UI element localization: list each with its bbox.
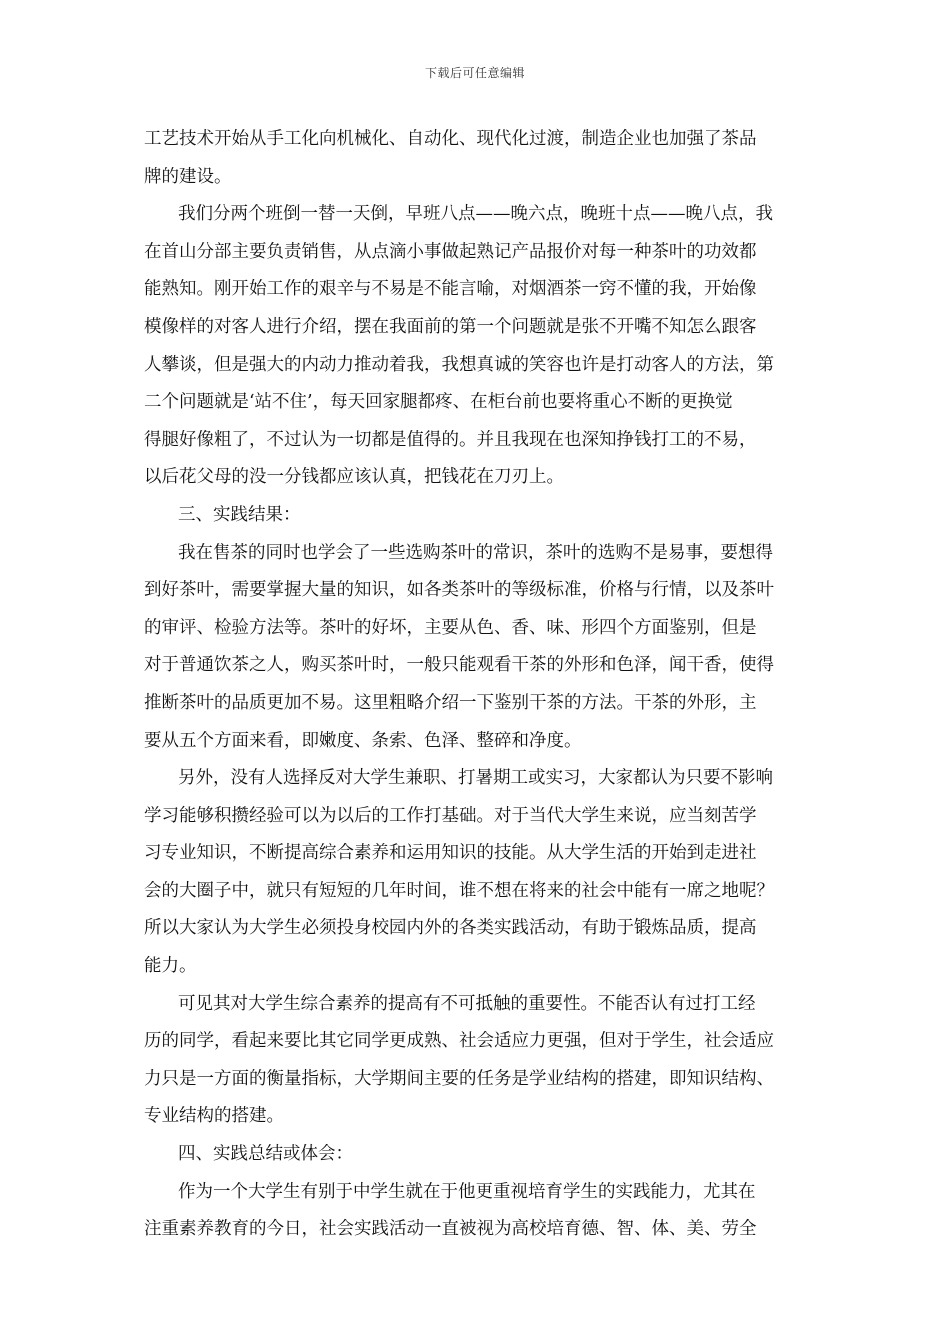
text-line: 三、实践结果： [178,504,301,525]
text-line: 对于普通饮茶之人，购买茶叶时，一般只能观看干茶的外形和色泽，闻干香，使得 [144,655,774,676]
text-line: 在首山分部主要负责销售，从点滴小事做起熟记产品报价对每一种茶叶的功效都 [144,241,757,262]
text-line: 另外，没有人选择反对大学生兼职、打暑期工或实习，大家都认为只要不影响 [178,768,773,789]
text-line: 我们分两个班倒一替一天倒，早班八点——晚六点，晚班十点——晚八点，我 [178,204,773,225]
text-line: 所以大家认为大学生必须投身校园内外的各类实践活动，有助于锻炼品质，提高 [144,918,757,939]
text-line: 习专业知识，不断提高综合素养和运用知识的技能。从大学生活的开始到走进社 [144,843,757,864]
text-line: 力只是一方面的衡量指标，大学期间主要的任务是学业结构的搭建，即知识结构、 [144,1068,774,1089]
text-line: 模像样的对客人进行介绍，摆在我面前的第一个问题就是张不开嘴不知怎么跟客 [144,316,757,337]
text-line: 能熟知。刚开始工作的艰辛与不易是不能言喻，对烟酒茶一窍不懂的我，开始像 [144,279,757,300]
text-line: 牌的建设。 [144,166,232,187]
text-line: 的审评、检验方法等。茶叶的好坏，主要从色、香、味、形四个方面鉴别，但是 [144,617,757,638]
text-line: 历的同学，看起来要比其它同学更成熟、社会适应力更强，但对于学生，社会适应 [144,1031,774,1052]
document-body [144,121,824,1249]
text-line: 得腿好像粗了，不过认为一切都是值得的。并且我现在也深知挣钱打工的不易， [144,429,757,450]
text-line: 专业结构的搭建。 [144,1106,284,1127]
text-line: 人攀谈，但是强大的内动力推动着我，我想真诚的笑容也许是打动客人的方法，第 [144,354,774,375]
text-line: 工艺技术开始从手工化向机械化、自动化、现代化过渡，制造企业也加强了茶品 [144,129,757,149]
text-line: 以后花父母的没一分钱都应该认真，把钱花在刀刃上。 [144,467,564,488]
text-line: 学习能够积攒经验可以为以后的工作打基础。对于当代大学生来说，应当刻苦学 [144,805,757,826]
text-line: 四、实践总结或体会： [178,1144,353,1165]
text-line: 可见其对大学生综合素养的提高有不可抵触的重要性。不能否认有过打工经 [178,993,756,1014]
text-line: 要从五个方面来看，即嫩度、条索、色泽、整碎和净度。 [144,730,582,751]
text-line: 二个问题就是‘站不住’，每天回家腿都疼、在柜台前也要将重心不断的更换觉 [144,392,733,413]
text-line: 我在售茶的同时也学会了一些选购茶叶的常识，茶叶的选购不是易事，要想得 [178,542,773,563]
text-line: 作为一个大学生有别于中学生就在于他更重视培育学生的实践能力，尤其在 [178,1181,756,1202]
text-line: 到好茶叶，需要掌握大量的知识，如各类茶叶的等级标准，价格与行情，以及茶叶 [144,580,774,601]
text-line: 会的大圈子中，就只有短短的几年时间，谁不想在将来的社会中能有一席之地呢？ [144,880,774,901]
text-line: 推断茶叶的品质更加不易。这里粗略介绍一下鉴别干茶的方法。干茶的外形，主 [144,692,757,713]
text-line: 注重素养教育的今日，社会实践活动一直被视为高校培育德、智、体、美、劳全 [144,1219,757,1240]
text-line: 能力。 [144,956,197,977]
page-header: 下载后可任意编辑 [424,66,525,80]
